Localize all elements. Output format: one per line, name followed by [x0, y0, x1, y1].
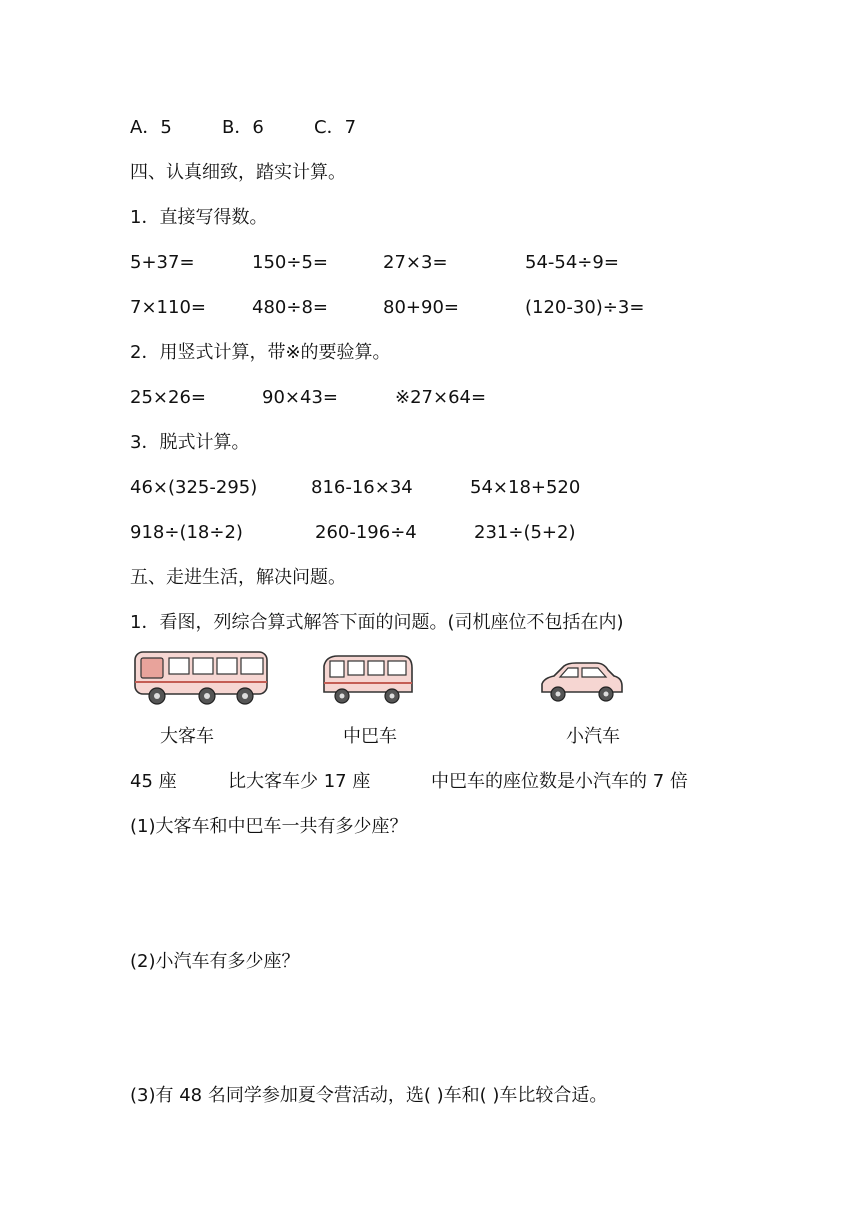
sub-question-3: (3)有 48 名同学参加夏令营活动，选( )车和( )车比较合适。 [130, 1085, 608, 1106]
q1-item: 7×110= [130, 297, 206, 318]
vehicle-label-bus: 大客车 [160, 726, 214, 747]
q3-item: 260-196÷4 [315, 522, 417, 543]
q1-item: 5+37= [130, 252, 195, 273]
q3-item: 54×18+520 [470, 477, 581, 498]
bus-icon [133, 648, 269, 708]
q1-title: 1．直接写得数。 [130, 207, 268, 228]
q1-item: 27×3= [383, 252, 448, 273]
q3-item: 918÷(18÷2) [130, 522, 243, 543]
q3-item: 231÷(5+2) [474, 522, 576, 543]
s5-q1-title: 1．看图，列综合算式解答下面的问题。(司机座位不包括在内) [130, 612, 624, 633]
q1-item: 54-54÷9= [525, 252, 619, 273]
q2-item: ※27×64= [395, 387, 487, 408]
car-icon [538, 660, 626, 704]
q2-item: 25×26= [130, 387, 206, 408]
option-a: A．5 [130, 117, 172, 138]
q3-item: 816-16×34 [311, 477, 413, 498]
vehicle-info-bus: 45 座 [130, 771, 177, 792]
minibus-icon [320, 652, 415, 708]
option-c: C．7 [314, 117, 357, 138]
vehicle-label-minibus: 中巴车 [343, 726, 397, 747]
section4-title: 四、认真细致，踏实计算。 [130, 162, 346, 183]
q1-item: (120-30)÷3= [525, 297, 645, 318]
q1-item: 80+90= [383, 297, 459, 318]
vehicle-label-car: 小汽车 [566, 726, 620, 747]
sub-question-1: (1)大客车和中巴车一共有多少座？ [130, 816, 408, 837]
q1-item: 480÷8= [252, 297, 328, 318]
sub-question-2: (2)小汽车有多少座？ [130, 951, 300, 972]
q3-title: 3．脱式计算。 [130, 432, 250, 453]
q2-title: 2．用竖式计算，带※的要验算。 [130, 342, 391, 363]
q1-item: 150÷5= [252, 252, 328, 273]
vehicle-info-minibus: 比大客车少 17 座 [228, 771, 371, 792]
section5-title: 五、走进生活，解决问题。 [130, 567, 346, 588]
q2-item: 90×43= [262, 387, 338, 408]
q3-item: 46×(325-295) [130, 477, 258, 498]
vehicle-info-car: 中巴车的座位数是小汽车的 7 倍 [431, 771, 688, 792]
option-b: B．6 [222, 117, 264, 138]
